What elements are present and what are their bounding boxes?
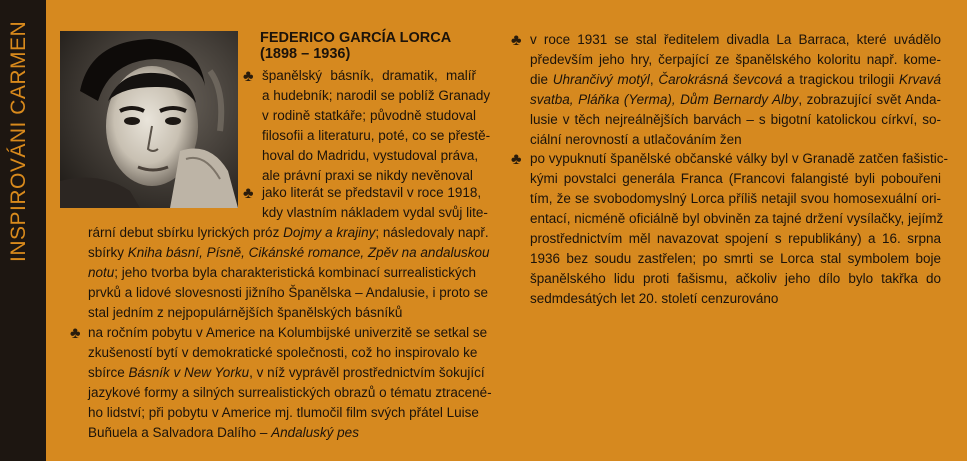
paragraph-line: filosofii a literaturu, poté, co se přestě-: [262, 128, 491, 143]
paragraph-line: španělský básník, dramatik, malíř: [262, 68, 476, 83]
paragraph-line: kdy vlastním nákladem vydal svůj lite-: [262, 205, 488, 220]
paragraph-line: španělského lidu proti fašismu, ačkoliv jeho dílo bylo takřka do: [530, 271, 941, 286]
paragraph-line: na ročním pobytu v Americe na Kolumbijské univerzitě se setkal se: [88, 325, 488, 340]
paragraph-line: stal jedním z nejpopulárnějších španělských básníků: [88, 305, 403, 320]
club-bullet-icon: ♣: [511, 32, 522, 49]
person-years: (1898 – 1936): [260, 46, 351, 62]
paragraph-line: především jeho hry, čerpající ze španělského koloritu např. kome-: [530, 52, 941, 67]
paragraph-line: notu; jeho tvorba byla charakteristická kombinací surrealistických: [88, 265, 476, 280]
club-bullet-icon: ♣: [243, 185, 254, 202]
portrait-image: [60, 31, 238, 208]
paragraph-line: v rodině statkáře; původně studoval: [262, 108, 476, 123]
paragraph-line: ho lidství; při pobytu v Americe mj. tlumočil film svých přátel Luise: [88, 405, 479, 420]
paragraph-line: ciální nerovností a utlačováním žen: [530, 132, 742, 147]
paragraph-line: a hudebník; narodil se poblíž Granady: [262, 88, 491, 103]
paragraph-line: po vypuknutí španělské občanské války byl v Granadě zatčen fašistic-: [530, 151, 948, 166]
side-band: [0, 0, 46, 461]
paragraph-line: kými povstalci generála Franca (Francovi falangisté byli pobouřeni: [530, 171, 941, 186]
club-bullet-icon: ♣: [70, 325, 81, 342]
paragraph-line: sbírky Kniha básní, Písně, Cikánské romance, Zpěv na andaluskou: [88, 245, 490, 260]
portrait-photo: [60, 31, 238, 208]
paragraph-line: jazykové formy a silných surrealistických obrazů o tématu ztracené-: [88, 385, 492, 400]
paragraph-line: lusie v těch nejreálnějších barvách – s bigotní katolickou církví, so-: [530, 112, 941, 127]
paragraph-line: jako literát se představil v roce 1918,: [262, 185, 482, 200]
paragraph-line: ale právní praxi se nikdy nevěnoval: [262, 168, 473, 183]
paragraph-line: sedmdesátých let 20. století cenzurováno: [530, 291, 779, 306]
person-name: FEDERICO GARCÍA LORCA: [260, 30, 452, 46]
paragraph-line: svatba, Pláňka (Yerma), Dům Bernardy Alby, zobrazující svět Anda-: [530, 92, 941, 107]
club-bullet-icon: ♣: [511, 151, 522, 168]
paragraph-line: prostřednictvím měl navazovat spojení s republikány) a 16. srpna: [530, 231, 941, 246]
paragraph-line: entací, nicméně oficiálně byl obviněn za tajné držení vysílačky, jejímž: [530, 211, 944, 226]
paragraph-line: Buñuela a Salvadora Dalího – Andaluský pes: [88, 425, 359, 440]
paragraph-line: sbírce Básník v New Yorku, v níž vyprávěl prostřednictvím šokující: [88, 365, 485, 380]
paragraph-line: rární debut sbírku lyrických próz Dojmy a krajiny; následovaly např.: [88, 225, 489, 240]
side-title: INSPIROVÁNI CARMEN: [7, 20, 30, 262]
paragraph-line: prvků a lidové slovesnosti jižního Španělska – Andalusie, i proto se: [88, 285, 488, 300]
paragraph-line: tím, že se svobodomyslný Lorca příliš netajil svou homosexuální ori-: [530, 191, 941, 206]
paragraph-line: zkušeností bytí v demokratické společnosti, což ho inspirovalo ke: [88, 345, 478, 360]
club-bullet-icon: ♣: [243, 68, 254, 85]
paragraph-line: hoval do Madridu, vystudoval práva,: [262, 148, 479, 163]
paragraph-line: 1936 bez soudu zastřelen; po smrti se Lorca stal symbolem boje: [530, 251, 941, 266]
paragraph-line: die Uhrančivý motýl, Čarokrásná ševcová a tragickou trilogii Krvavá: [530, 72, 941, 87]
paragraph-line: v roce 1931 se stal ředitelem divadla La Barraca, které uvádělo: [530, 32, 941, 47]
